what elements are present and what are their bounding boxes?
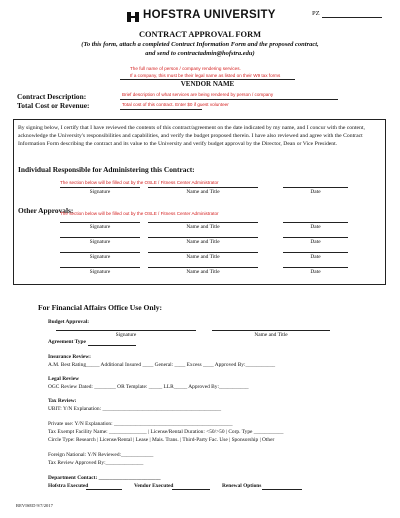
budget-name-field[interactable] [212, 330, 330, 331]
other-signature-field-3[interactable] [60, 252, 140, 253]
other-name-field-4[interactable] [148, 267, 258, 268]
tax-review-label: Tax Review: [48, 398, 77, 404]
pz-label: PZ [312, 10, 320, 17]
other-name-label-2: Name and Title [186, 239, 220, 245]
private-use-line[interactable]: Private use: Y/N Explanation: ____________________________________________ [48, 421, 233, 427]
responsible-date-label: Date [310, 189, 321, 195]
contract-description-label: Contract Description: [17, 92, 87, 101]
responsible-date-field[interactable] [283, 187, 348, 188]
budget-signature-label: Signature [115, 332, 137, 338]
tax-review-approved-line[interactable]: Tax Review Approved By:______________ [48, 460, 144, 466]
vendor-executed-label: Vendor Executed [134, 483, 174, 489]
form-subtitle-1: (To this form, attach a completed Contract Information Form and the proposed contract, [81, 41, 319, 48]
insurance-review-label: Insurance Review: [48, 354, 91, 360]
other-sig-label-4: Signature [89, 269, 111, 275]
fa-heading: For Financial Affairs Office Use Only: [38, 303, 163, 312]
revised-date: REVISED 9/7/2017 [16, 503, 53, 508]
other-approvals-note: The section below will be filled out by the OSLE / Fitness Center Administrator [60, 211, 219, 216]
university-name: HOFSTRA UNIVERSITY [143, 9, 276, 21]
other-date-label-1: Date [310, 224, 321, 230]
responsible-name-field[interactable] [148, 187, 258, 188]
renewal-options-label: Renewal Options [222, 483, 262, 489]
vendor-note-1: The full name of person / company rendering services. [130, 66, 241, 71]
other-date-label-2: Date [310, 239, 321, 245]
responsible-sig-label: Signature [89, 189, 111, 195]
other-name-label-1: Name and Title [186, 224, 220, 230]
other-signature-field-4[interactable] [60, 267, 140, 268]
renewal-options-field[interactable] [262, 489, 302, 490]
other-date-field-2[interactable] [283, 237, 348, 238]
tax-exempt-line[interactable]: Tax Exempt Facility Name: ______________ | License/Rental Duration: <50/>50 | Corp. Type ___________ [48, 429, 284, 435]
foreign-national-line[interactable]: Foreign National: Y/N Reviewed:____________ [48, 452, 154, 458]
responsible-signature-field[interactable] [60, 187, 140, 188]
responsible-name-label: Name and Title [186, 189, 220, 195]
total-cost-field[interactable] [120, 109, 202, 110]
hofstra-executed-field[interactable] [86, 489, 122, 490]
other-name-field-3[interactable] [148, 252, 258, 253]
responsible-note: The section below will be filled out by the OSLE / Fitness Center Administrator [60, 180, 219, 185]
agreement-type-field[interactable] [88, 345, 136, 346]
other-name-field-1[interactable] [148, 222, 258, 223]
legal-review-label: Legal Review [48, 376, 79, 382]
form-title: CONTRACT APPROVAL FORM [138, 30, 262, 39]
ubit-line[interactable]: UBIT: Y/N Explanation: ____________________________________________ [48, 406, 222, 412]
other-date-label-4: Date [310, 269, 321, 275]
pz-field[interactable] [322, 17, 382, 18]
other-date-field-3[interactable] [283, 252, 348, 253]
hofstra-executed-label: Hofstra Executed [48, 483, 89, 489]
form-subtitle-2: and send to contractadmin@hofstra.edu) [145, 50, 255, 57]
contract-description-value: Brief description of what services are being rendered by person / company [122, 92, 274, 97]
vendor-executed-field[interactable] [172, 489, 210, 490]
certification-text: By signing below, I certify that I have reviewed the contents of this contract/agreement on the date indicated by my name, and I concur with the content, acknowledge the University's responsibilities and capabilities, and verify the budget proposed therein. I have also reviewed and agree with the Contract Information Form describing the contract and its value to the University and verify budget approval by the Director, Dean or Vice President. [18, 125, 365, 147]
agreement-type-label: Agreement Type [48, 339, 86, 345]
budget-signature-field[interactable] [56, 330, 196, 331]
department-contact-line[interactable]: Department Contact: _______________________ [48, 475, 161, 481]
other-name-field-2[interactable] [148, 237, 258, 238]
budget-approval-label: Budget Approval: [48, 319, 90, 325]
vendor-note-2: If a company, this must be their legal name as listed on their W9 tax forms [130, 73, 281, 78]
total-cost-value: Total cost of this contract. Enter $0 if guest volunteer [122, 102, 229, 107]
hofstra-logo-icon [126, 10, 140, 22]
other-name-label-4: Name and Title [186, 269, 220, 275]
legal-review-line[interactable]: OGC Review Dated: ________ OR Template: _____ LLR_____ Approved By:___________ [48, 384, 249, 390]
other-name-label-3: Name and Title [186, 254, 220, 260]
other-sig-label-2: Signature [89, 239, 111, 245]
other-signature-field-1[interactable] [60, 222, 140, 223]
other-date-field-4[interactable] [283, 267, 348, 268]
contract-description-field[interactable] [120, 99, 338, 100]
other-approvals-heading: Other Approvals: [18, 206, 74, 215]
budget-name-label: Name and Title [254, 332, 288, 338]
total-cost-label: Total Cost or Revenue: [17, 101, 90, 110]
insurance-review-line[interactable]: A.M. Best Rating_____ Additional Insured ____ General: ____ Excess ____ Approved By:___________ [48, 362, 276, 368]
other-date-field-1[interactable] [283, 222, 348, 223]
responsible-heading: Individual Responsible for Administering this Contract: [18, 165, 195, 174]
other-sig-label-1: Signature [89, 224, 111, 230]
other-signature-field-2[interactable] [60, 237, 140, 238]
circle-type-line[interactable]: Circle Type: Research | License/Rental | Lease | Mais. Trans. | Third-Party Fac. Use | Sponsorship | Other [48, 437, 275, 443]
vendor-name-label: VENDOR NAME [180, 80, 235, 88]
other-sig-label-3: Signature [89, 254, 111, 260]
other-date-label-3: Date [310, 254, 321, 260]
